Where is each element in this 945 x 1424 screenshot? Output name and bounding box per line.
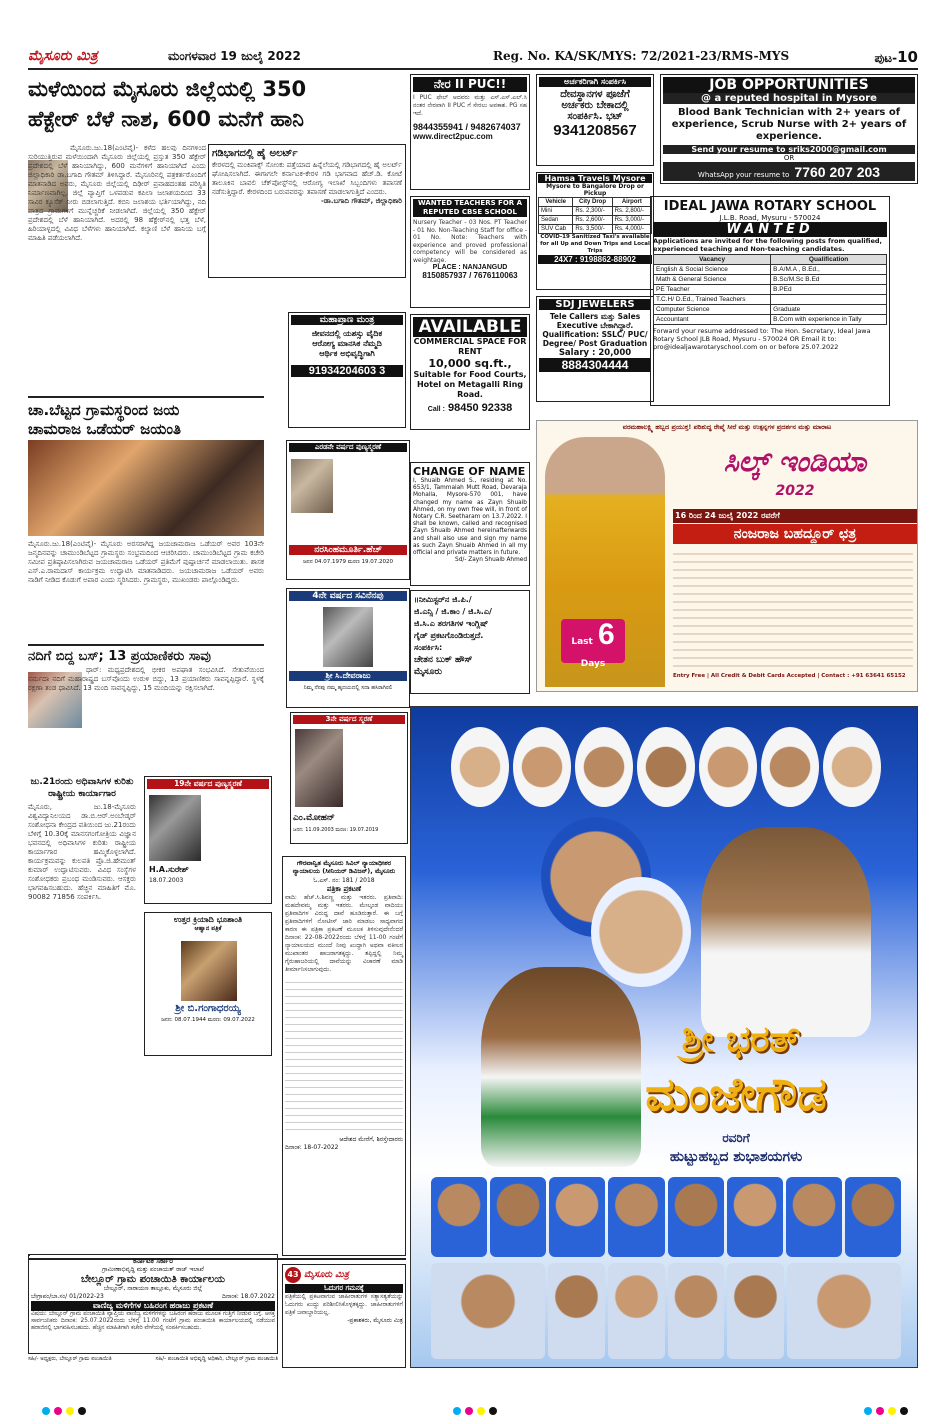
obituary-title: ಎರಡನೇ ವರ್ಷದ ಪುಣ್ಯಸ್ಮರಣೆ [289,443,407,452]
obituary-name: ನರಸಿಂಹಮೂರ್ತಿ.ಹೆಚ್ [289,545,407,555]
silk-details [673,547,913,667]
sdj-title: SDJ JEWELERS [539,299,651,310]
bus-story [28,644,264,764]
bus-body: ಧಾರ್: ಮಧ್ಯಪ್ರದೇಶದಲ್ಲಿ ಭೀಕರ ಅಪಘಾತ ಸಂಭವಿಸಿದೆ. ಸೇತುವೆಯಿಂದ ನರ್ಮದಾ ನದಿಗೆ ಮಹಾರಾಷ್ಟ್ರದ ಬಸ್‌ವೊಂದು ಉರುಳಿ ಬಿದ್ದು, 13 ಪ್ರಯಾಣಿಕರು ಸಾವನ್ನಪ್ಪಿದ್ದಾರೆ. ಸ್ಥಳಕ್ಕೆ ರಕ್ಷಣಾ ತಂಡ ಧಾವಿಸಿದೆ. 13 ಮಂದಿ ಸಾವನ್ನಪ್ಪಿದ್ದು, 15 ಮಂದಿಯನ್ನು ರಕ್ಷಿಸಲಾಗಿದೆ. [28,666,264,692]
page-label: ಪುಟ- [874,51,898,65]
bus-headline: ನದಿಗೆ ಬಿದ್ದ ಬಸ್; 13 ಪ್ರಯಾಣಿಕರು ಸಾವು [28,644,264,665]
school-footer: Forward your resume addressed to: The Hon. Secretary, Ideal Jawa Rotary School JLB Road, Mysuru - 570024 OR Email it to: pro@idealjawarotaryschool.com on or before 25.07.2022 [653,327,871,351]
readers-badge: 43 [285,1267,301,1283]
silk-dates: 16 ರಿಂದ 24 ಜುಲೈ 2022 ರವರೆಗೆ [673,509,917,523]
job-whatsapp-label: WhatsApp your resume to [697,171,790,179]
birthday-name-line-2: ಮಂಜೇಗೌಡ [645,1067,827,1121]
school-intro: Applications are invited for the following posts from qualified, experienced teaching and Non-teaching candidates. [653,237,882,253]
silk-days-number: 6 [597,618,615,651]
school-table [653,254,887,325]
panchayat-sign-left: ಸಹಿ/- ಅಧ್ಯಕ್ಷರು, ಬೇಲ್ಲೂರ್ ಗ್ರಾಮ ಪಂಚಾಯಿತಿ [28,1356,112,1362]
teachers-text: Nursery Teacher - 03 Nos. PT Teacher - 01 No. Non-Teaching Staff for office - 01 No. Note: Teachers with experience and proved professional competency will be considered as weightage. [413,219,527,264]
job-or: OR [783,154,795,162]
sdj-text-1: Tele Callers ಮತ್ತು Sales Executive ಬೇಕಾಗಿದ್ದಾರೆ. [549,312,641,330]
job-whatsapp [663,162,915,181]
obituary-gangadharayya [144,912,272,1056]
birthday-ad [410,706,918,1368]
obituary-title: 19ನೇ ವರ್ಷದ ಪುಣ್ಯಸ್ಮರಣೆ [147,779,269,789]
table-cell: Graduate [771,305,887,315]
guide-line-1: ॥ನೀಮಿಸ್ಟರ್‌ನ ಜಿ.ಪಿ./ [414,595,472,604]
print-registration-marks [40,1400,910,1412]
table-cell: Rs. 4,000/- [612,225,651,234]
table-row [539,216,652,225]
supporters-row-1 [431,1177,901,1257]
jayanti-body: ಮೈಸೂರು.ಜು.18(ಎಂಟಿವೈ)- ಮೈಸೂರು ಅರಸರಾಗಿದ್ದ ಜಯಚಾಮರಾಜ ಒಡೆಯರ್ ಅವರ 103ನೇ ಜನ್ಮದಿನವನ್ನು ಚಾಮುಂಡಿಬೆಟ್ಟದ ಗ್ರಾಮಸ್ಥರು ಸಂಭ್ರಮದಿಂದ ಆಚರಿಸಿದರು. ಚಾಮುಂಡಿಬೆಟ್ಟದ ಗ್ರಾಮ ಕಚೇರಿ ಸಮೀಪ ಪ್ರತಿಷ್ಠಾಪಿಸಲಾಗಿರುವ ಜಯಚಾಮರಾಜ ಒಡೆಯರ್ ಪ್ರತಿಮೆಗೆ ಪುಷ್ಪಾರ್ಚನೆ ಮಾಡಲಾಯಿತು. ಶಾಸಕ ಎಸ್.ಎ.ರಾಮದಾಸ್ ಕಾರ್ಯಕ್ರಮ ಉದ್ಘಾಟಿಸಿ ಮಾತನಾಡಿದರು. ಜಯಚಾಮರಾಜ ಒಡೆಯರ್ ಅವರು ನಾಡಿಗೆ ನೀಡಿದ ಕೊಡುಗೆ ಅಪಾರ ಎಂದು ಸ್ಮರಿಸಿದರು. ಗ್ರಾಮಸ್ಥರು, ಮುಖಂಡರು ಪಾಲ್ಗೊಂಡಿದ್ದರು. [28,540,264,584]
alert-sign: -ಡಾ.ಬಗಾದಿ ಗೌತಮ್, ಜಿಲ್ಲಾಧಿಕಾರಿ [321,197,402,205]
sdj-text-2: Qualification: SSLC/ PUC/ Degree/ Post Graduation [542,330,648,348]
archaka-title: ಅರ್ಚಕರಿಗಾಗಿ ಸಂಪರ್ಕಿಸಿ [539,77,651,87]
change-sign: Sd/- Zayn Shuaib Ahmed [455,557,527,564]
puc-title: ನೇರ II PUC!! [413,77,527,92]
page-value: 10 [897,48,918,66]
guide-book-ad [410,590,530,694]
obituary-photo [181,941,237,1001]
available-text-3: Suitable for Food Courts, Hotel on Metagalli Ring Road. [413,370,527,399]
school-head: Vacancy [654,255,771,265]
court-sign: ಆದೇಶದ ಮೇರೆಗೆ, ಶಿರಸ್ತೇದಾರರು [339,1136,403,1143]
guide-line-4: ಗೈಡ್ ಪ್ರಕಟಗೊಂಡಿರುತ್ತದೆ. [414,631,484,640]
silk-brand: ಸಿಲ್ಕ್ ಇಂಡಿಯಾ [723,445,867,478]
school-wanted: WANTED [653,222,887,237]
table-cell: Sedan [539,216,573,225]
leader-photo [513,727,571,807]
available-area: 10,000 sq.ft., [428,357,512,370]
archaka-ad [536,74,654,166]
teachers-phone: 8150857937 / 7676110063 [422,271,518,280]
obituary-verse [347,729,405,809]
supporter-photo [431,1263,545,1359]
table-row [654,315,887,325]
silk-india-ad [536,420,918,692]
birthday-person-photo [701,827,871,1037]
alert-box [208,144,406,278]
silk-entry: Entry Free | All Credit & Debit Cards Accepted | Contact : +91 63641 65152 [673,673,906,679]
jayanti-photo [28,440,264,536]
guide-line-6: ಚೇತನ ಬುಕ್ ಹೌಸ್ [414,655,473,665]
travels-note: COVID-19 Sanitized Taxi's available for all Up and Down Trips and Local Trips [540,234,650,254]
alert-body: ಕೇರಳದಲ್ಲಿ ಮಂಕಿಪಾಕ್ಸ್ ಸೋಂಕು ಪತ್ತೆಯಾದ ಹಿನ್ನೆಲೆಯಲ್ಲಿ ಗಡಿಭಾಗದಲ್ಲಿ ಹೈ ಅಲರ್ಟ್ ಘೋಷಿಸಲಾಗಿದೆ. ಈಗಾಗಲೇ ಕರ್ನಾಟಕ-ಕೇರಳ ಗಡಿ ಭಾಗವಾದ ಹೆಚ್.ಡಿ. ಕೋಟೆ ತಾಲೂಕಿನ ಬಾವಲಿ ಚೆಕ್‌ಪೋಸ್ಟ್‌ನಲ್ಲಿ ಆರೋಗ್ಯ ಇಲಾಖೆ ಸಿಬ್ಬಂದಿಗಳು ತಪಾಸಣೆ ನಡೆಸುತ್ತಿದ್ದಾರೆ. ಕೇರಳದಿಂದ ಬರುವವರನ್ನು ತಪಾಸಣೆ ಮಾಡಲಾಗುತ್ತಿದೆ ಎಂದರು. [212,161,402,196]
jayanti-headline-1: ಚಾ.ಬೆಟ್ಟದ ಗ್ರಾಮಸ್ಥರಿಂದ ಜಯ [28,396,264,420]
supporters-row-2 [431,1263,901,1359]
readers-logo: ಮೈಸೂರು ಮಿತ್ರ [304,1270,349,1280]
mantra-ad [288,312,406,428]
table-cell: English & Social Science [654,265,771,275]
available-call-label: Call : [427,406,445,413]
obituary-photo [291,459,333,513]
readers-sub: ಓದುಗರ ಗಮನಕ್ಕೆ [285,1284,403,1293]
lead-headline [28,74,406,140]
workshop-body: ಮೈಸೂರು, ಜು.18-ಮೈಸೂರು ವಿಶ್ವವಿದ್ಯಾನಿಲಯದ ಡಾ.ಬಿ.ಆರ್.ಅಂಬೇಡ್ಕರ್ ಸಂಶೋಧನಾ ಕೇಂದ್ರದ ವತಿಯಿಂದ ಜು.21ರಂದು ಬೆಳಿಗ್ಗೆ 10.30ಕ್ಕೆ ಮಾನಸಗಂಗೋತ್ರಿಯ ವಿಜ್ಞಾನ ಭವನದಲ್ಲಿ ಅಧಿವಾಸಿಗಳ ಕುರಿತು ರಾಷ್ಟ್ರೀಯ ಕಾರ್ಯಾಗಾರ ಹಮ್ಮಿಕೊಳ್ಳಲಾಗಿದೆ. ಕಾರ್ಯಕ್ರಮವನ್ನು ಕುಲಪತಿ ಪ್ರೊ.ಜಿ.ಹೇಮಂತ್ ಕುಮಾರ್ ಉದ್ಘಾಟಿಸುವರು. ವಿವಿಧ ಸಂಸ್ಥೆಗಳ ಸಂಶೋಧಕರು ಪ್ರಬಂಧ ಮಂಡಿಸುವರು. ಆಸಕ್ತರು ಭಾಗವಹಿಸಬಹುದು. ಹೆಚ್ಚಿನ ಮಾಹಿತಿಗೆ ಮೊ. 90082 71856 ಸಂಪರ್ಕಿಸಿ. [28,803,136,901]
table-row [654,275,887,285]
registration-number: Reg. No. KA/SK/MYS: 72/2021-23/RMS-MYS [493,49,790,63]
court-body-filler [285,976,403,1136]
table-cell: Mini [539,207,573,216]
obituary-suresh [144,776,272,904]
supporter-photo [431,1177,487,1257]
leader-photos-row [451,727,881,807]
senior-leader-photo [591,877,691,987]
table-cell: Rs. 2,600/- [573,216,612,225]
mantra-line-1: ಜೀವನದಲ್ಲಿ ಯಶಸ್ಸು ವೈದಿಕ [311,329,383,338]
supporter-photo [787,1263,901,1359]
obituary-dates: ಜನನ 04.07.1979 ಮರಣ 19.07.2020 [302,559,394,565]
supporter-photo [845,1177,901,1257]
job-opportunities-ad [660,74,918,184]
travels-head: City Drop [573,198,612,207]
leader-photo [637,727,695,807]
table-row [654,305,887,315]
obituary-photo [149,795,201,861]
table-cell: B.A/M.A , B.Ed., [771,265,887,275]
panchayat-title: ಬೇಲ್ಲೂರ್ ಗ್ರಾಮ ಪಂಚಾಯಿತಿ ಕಾರ್ಯಾಲಯ [81,1274,225,1285]
logo: ಮೈಸೂರು ಮಿತ್ರ [28,48,98,64]
obituary-name: H.A.ಸುರೇಶ್ [149,865,189,874]
panchayat-top: ಕರ್ನಾಟಕ ಸರ್ಕಾರ [133,1257,173,1265]
table-cell: T.C.H/ D.Ed., Trained Teachers [654,295,771,305]
obituary-details [147,1025,269,1053]
obituary-text: ಜನನ: 08.07.1944 ಮರಣ: 09.07.2022 [161,1017,255,1023]
panchayat-no: ಬೇಗ್ರಾಪಂ/ಬಾ.ಸಂ/ 01/2022-23 [31,1293,104,1300]
available-phone-number: 98450 92338 [447,402,513,414]
table-cell [771,295,887,305]
teachers-place: PLACE : NANJANGUD [432,264,508,271]
court-number: ಓ.ಎಸ್. ನಂ: 181 / 2018 [313,877,375,884]
guide-line-3: ಜಿ.ಸಿ.ಎ ತರಗತಿಗಳ ಇಂಗ್ಲಿಷ್ [414,619,489,628]
table-cell: B.PEd [771,285,887,295]
obituary-verse [205,795,269,871]
mantra-line-2: ಆರೋಗ್ಯ ಮಾನಸಿಕ ನೆಮ್ಮದಿ [312,339,382,348]
school-head: Qualification [771,255,887,265]
silk-top-line: ವರಮಹಾಲಕ್ಷ್ಮಿ ಹಬ್ಬದ ಪ್ರಯುಕ್ತ! ಪರಿಶುದ್ಧ ರೇಷ್ಮೆ ಸೀರೆ ಮತ್ತು ಉತ್ಪನ್ನಗಳ ಪ್ರದರ್ಶನ ಮತ್ತು ಮಾರಾಟ [622,423,832,431]
obituary-name: ಶ್ರೀ ಬಿ.ಗಂಗಾಧರಯ್ಯ [175,1003,241,1014]
supporter-photo [490,1177,546,1257]
table-cell: Math & General Science [654,275,771,285]
obituary-sub: ಆಹ್ವಾನ ಪತ್ರಿಕೆ [194,925,222,932]
mantra-title: ಮಹಾಪ್ರಾಣ ಮಂತ್ರ [291,315,403,325]
panchayat-auction [28,1254,278,1354]
workshop-story [28,776,136,1052]
sdj-jewelers-ad [536,296,654,402]
sdj-phone: 8884304444 [539,358,651,372]
school-ad [650,196,890,406]
travels-sub: Mysore to Bangalore Drop or Pickup [546,183,644,197]
table-cell: Rs. 2,300/- [573,207,612,216]
change-text: I, Shuaib Ahmed S., residing at No. 653/1, Tammaiah Mutt Road, Devaraja Mohalla, Mysore-570 001, have changed my name as Zayn Shuaib Ahmed, on my own free will, in front of Notary C.R. Seetharam on 13.7.2022. I shall be known, called and recognised Zayn Shuaib Ahmed hereinafterwards and shall also use and sign my name as such Zayn Shuaib Ahmed in all my official and private matters in future. [413,478,527,557]
obituary-title: 3ನೇ ವರ್ಷದ ಸ್ಮರಣೆ [293,715,405,724]
print-dot-icon [862,1400,910,1412]
job-title: JOB OPPORTUNITIES [663,77,915,93]
panchayat-body: ವಿಷಯ: ಬೇಲ್ಲೂರ್ ಗ್ರಾಮ ಪಂಚಾಯಿತಿ ವ್ಯಾಪ್ತಿಯ ವಾಣಿಜ್ಯ ಮಳಿಗೆಗಳನ್ನು ಬಹಿರಂಗ ಹರಾಜು ಮೂಲಕ ಗುತ್ತಿಗೆ ನೀಡುವ ಬಗ್ಗೆ. ಆಸಕ್ತ ಸಾರ್ವಜನಿಕರು ದಿನಾಂಕ: 25.07.2022ರಂದು ಬೆಳಿಗ್ಗೆ 11.00 ಗಂಟೆಗೆ ಗ್ರಾಮ ಪಂಚಾಯಿತಿ ಕಾರ್ಯಾಲಯದಲ್ಲಿ ನಡೆಯುವ ಹರಾಜಿನಲ್ಲಿ ಭಾಗವಹಿಸಬಹುದು. ಹೆಚ್ಚಿನ ಮಾಹಿತಿಗಾಗಿ ಕಚೇರಿ ವೇಳೆಯಲ್ಲಿ ಸಂಪರ್ಕಿಸಬಹುದು. [31,1311,275,1331]
silk-venue: ನಂಜರಾಜ ಬಹದ್ದೂರ್ ಛತ್ರ [673,524,917,544]
obituary-mohan [290,712,408,844]
puc-phone: 9844355941 / 9482674037 [413,122,521,132]
lead-body: ಮೈಸೂರು.ಜು.18(ಎಂಟಿವೈ)- ಕಳೆದ ಹಲವು ದಿನಗಳಿಂದ ಸುರಿಯುತ್ತಿರುವ ಮಳೆಯಿಂದಾಗಿ ಮೈಸೂರು ಜಿಲ್ಲೆಯಲ್ಲಿ ಪ್ರಸ್ತುತ 350 ಹೆಕ್ಟೇರ್ ಪ್ರದೇಶದಲ್ಲಿ ಬೆಳೆ ಹಾನಿಯಾಗಿದ್ದು, 600 ಮನೆಗಳಿಗೆ ಹಾನಿಯಾಗಿದೆ ಎಂದು ಜಿಲ್ಲಾಧಿಕಾರಿ ಡಾ.ಬಗಾದಿ ಗೌತಮ್ ತಿಳಿಸಿದ್ದಾರೆ. ಮೈಸೂರಿನಲ್ಲಿ ಪತ್ರಕರ್ತರೊಂದಿಗೆ ಮಾತನಾಡಿದ ಅವರು, ಮೈಸೂರು ಜಿಲ್ಲೆಯಲ್ಲಿ ದಿಢೀರ್ ಪ್ರವಾಹದಂತಹ ಪರಿಸ್ಥಿತಿ ನಿರ್ಮಾಣವಾಗಿಲ್ಲ. ಜಿಲ್ಲೆ ವ್ಯಾಪ್ತಿಗೆ ಒಳಪಡುವ ಕಪಿಲಾ ಜಲಾಶಯದಿಂದ 33 ಸಾವಿರ ಕ್ಯೂಸೆಕ್ ನೀರು ಬಿಡಲಾಗುತ್ತಿದೆ. ಕಬಿನಿ ಜಲಾಶಯ ಭರ್ತಿಯಾಗಿದ್ದು, ನದಿ ಪಾತ್ರದ ಗ್ರಾಮಗಳಿಗೆ ಮುನ್ನೆಚ್ಚರಿಕೆ ನೀಡಲಾಗಿದೆ. ಜಿಲ್ಲೆಯಲ್ಲಿ 350 ಹೆಕ್ಟೇರ್ ಪ್ರದೇಶದಲ್ಲಿ ಬೆಳೆ ಹಾನಿಯಾಗಿದೆ. ಅದರಲ್ಲಿ 98 ಹೆಕ್ಟೇರ್‌ನಲ್ಲಿ ಭತ್ತ ಬೆಳೆ, ಹಿರಿಯಾಳ್ಳದಲ್ಲಿ ವಿವಿಧ ಬೆಳೆಗಳು ಹಾನಿಯಾಗಿದೆ. ಕಲ್ಯಾಣಿ ಬೆಳೆ ಹಾನಿಯ ಬಗ್ಗೆ ಮಾಹಿತಿ ಪಡೆಯಲಾಗಿದೆ. [28,144,206,242]
available-text-1: COMMERCIAL SPACE FOR RENT [413,337,527,356]
silk-year: 2022 [775,483,815,499]
leader-photo [575,727,633,807]
birthday-name-line-1: ಶ್ರೀ ಭರತ್ [681,1019,801,1060]
birthday-line-1: ರವರಿಗೆ [722,1131,750,1145]
travels-table [538,197,652,234]
obituary-title: 4ನೇ ವರ್ಷದ ಸವಿನೆನಪು [289,591,407,601]
archaka-line-1: ದೇವಸ್ಥಾನಗಳ ಪೂಜೆಗೆ [560,89,630,100]
leader-photo [699,727,757,807]
panchayat-sub: ಗ್ರಾಮೀಣಾಭಿವೃದ್ಧಿ ಮತ್ತು ಪಂಚಾಯತ್ ರಾಜ್ ಇಲಾಖೆ [102,1266,204,1273]
mantra-line-3: ಆರ್ಥಿಕ ಅಭಿವೃದ್ಧಿಗಾಗಿ [319,349,375,358]
table-cell: Accountant [654,315,771,325]
job-phone: 7760 207 203 [794,164,881,180]
obituary-name: ಎಂ.ಮೋಹನ್ [293,813,335,823]
court-body: ವಾದಿ: ಹೆಚ್.ಸಿ.ಶಿವಣ್ಣ ಮತ್ತು ಇತರರು. ಪ್ರತಿವಾದಿ: ಮಹದೇವಮ್ಮ ಮತ್ತು ಇತರರು. ಮೇಲ್ಕಂಡ ವಾದಿಯು ಪ್ರತಿವಾದಿಗಳ ವಿರುದ್ಧ ದಾವೆ ಹೂಡಿರುತ್ತಾರೆ. ಈ ಬಗ್ಗೆ ಪ್ರತಿವಾದಿಗಳಿಗೆ ನೋಟೀಸ್ ಜಾರಿ ಮಾಡಲು ಸಾಧ್ಯವಾಗದ ಕಾರಣ ಈ ಪತ್ರಿಕಾ ಪ್ರಕಟಣೆ ಮೂಲಕ ತಿಳಿಸುವುದೇನೆಂದರೆ ದಿನಾಂಕ: 22-08-2022ರಂದು ಬೆಳಿಗ್ಗೆ 11-00 ಗಂಟೆಗೆ ನ್ಯಾಯಾಲಯದ ಮುಂದೆ ನೀವು ಖುದ್ದಾಗಿ ಅಥವಾ ವಕೀಲರ ಮುಖಾಂತರ ಹಾಜರಾಗತಕ್ಕದ್ದು. ತಪ್ಪಿದ್ದಲ್ಲಿ ನಿಮ್ಮ ಗೈರುಹಾಜರಿಯಲ್ಲಿ ದಾವೆಯನ್ನು ವಿಚಾರಣೆ ಮಾಡಿ ತೀರ್ಮಾನಿಸಲಾಗುವುದು. [285,894,403,973]
table-cell: Computer Science [654,305,771,315]
table-cell: Rs. 3,500/- [573,225,612,234]
supporter-photo [727,1263,784,1359]
archaka-line-2: ಅರ್ಚಕರು ಬೇಕಾದಲ್ಲಿ [561,100,629,111]
archaka-phone: 9341208567 [553,122,637,139]
job-text: Blood Bank Technician with 2+ years of experience, Scrub Nurse with 2+ years of experience. [671,107,907,142]
panchayat-head: ವಾಣಿಜ್ಯ ಮಳಿಗೆಗಳ ಬಹಿರಂಗ ಹರಾಜು ಪ್ರಕಟಣೆ [31,1301,275,1311]
table-cell: SUV Cab [539,225,573,234]
obituary-name: ಶ್ರೀ ಸಿ.ದೇವರಾಜು [289,671,407,681]
obituary-text: ನಿಮ್ಮ ನೆನಪು ನಮ್ಮ ಹೃದಯದಲ್ಲಿ ಸದಾ ಹಸಿರಾಗಿರಲಿ [303,685,393,691]
table-row [539,225,652,234]
court-sub: ಪತ್ರಿಕಾ ಪ್ರಕಟಣೆ [326,885,362,893]
supporter-photo [608,1263,665,1359]
obituary-devaraju [286,588,410,708]
change-of-name-notice [410,462,530,586]
school-title: IDEAL JAWA ROTARY SCHOOL [663,199,877,214]
change-title: CHANGE OF NAME [413,465,526,478]
silk-last-days-badge [561,618,625,669]
page-number [875,48,918,66]
leader-photo [761,727,819,807]
birthday-line-2: ಹುಟ್ಟುಹಬ್ಬದ ಶುಭಾಶಯಗಳು [669,1149,803,1165]
travels-phone: 24X7 : 9198862-88902 [538,255,652,264]
supporter-photo [548,1263,605,1359]
school-address: J.L.B. Road, Mysuru - 570024 [719,214,821,222]
lead-headline-line-2: ಹೆಕ್ಟೇರ್ ಬೆಳೆ ನಾಶ, 600 ಮನೆಗೆ ಹಾನಿ [28,107,304,131]
supporter-photo [549,1177,605,1257]
table-cell: PE Teacher [654,285,771,295]
panchayat-sign-right: ಸಹಿ/- ಪಂಚಾಯಿತಿ ಅಭಿವೃದ್ಧಿ ಅಧಿಕಾರಿ, ಬೇಲ್ಲೂರ್ ಗ್ರಾಮ ಪಂಚಾಯಿತಿ [155,1356,278,1362]
print-dot-icon [40,1400,88,1412]
leader-photo [823,727,881,807]
mantra-phone: 91934204603 3 [291,365,403,377]
guide-line-7: ಮೈಸೂರು [414,667,442,677]
court-date: ದಿನಾಂಕ: 18-07-2022 [285,1144,339,1151]
puc-text: I PUC ಫೇಲ್ ಆದವರು ಮತ್ತು ಎಸ್.ಎಸ್.ಎಲ್.ಸಿ ನಂತರ ನೇರವಾಗಿ II PUC ಗೆ ಸೇರಲು ಅವಕಾಶ. PG ಸಹ ಇದೆ. [413,94,527,117]
obituary-title: ಉತ್ತರ ಕ್ರಿಯಾದಿ ಭೂಶಾಂತಿ [173,915,243,924]
table-row [539,207,652,216]
obituary-narasimhamurthy [286,440,410,580]
obituary-dates: ಜನನ: 11.09.2003 ಮರಣ: 19.07.2019 [293,827,379,833]
obituary-photo [323,607,373,667]
readers-body: ಪತ್ರಿಕೆಯಲ್ಲಿ ಪ್ರಕಟವಾಗುವ ಜಾಹೀರಾತುಗಳ ಸತ್ಯಾಸತ್ಯತೆಯನ್ನು ಓದುಗರು ಖುದ್ದು ಪರಿಶೀಲಿಸಿಕೊಳ್ಳತಕ್ಕದ್ದು. ಜಾಹೀರಾತುಗಳಿಗೆ ಪತ್ರಿಕೆ ಜವಾಬ್ದಾರಿಯಲ್ಲ. [285,1293,403,1316]
sdj-salary: Salary : 20,000 [558,348,632,358]
print-dot-icon [451,1400,499,1412]
alert-title: ಗಡಿಭಾಗದಲ್ಲಿ ಹೈ ಅಲರ್ಟ್ [212,148,298,159]
issue-date: ಮಂಗಳವಾರ 19 ಜುಲೈ 2022 [168,49,301,63]
travels-title: Hamsa Travels Mysore [538,174,652,183]
teachers-ad [410,196,530,308]
table-cell: Rs. 3,000/- [612,216,651,225]
supporter-photo [727,1177,783,1257]
leader-photo [451,727,509,807]
workshop-headline: ಜು.21ರಂದು ಅಧಿವಾಸಿಗಳ ಕುರಿತು ರಾಷ್ಟ್ರೀಯ ಕಾರ್ಯಾಗಾರ [30,777,134,799]
puc-website[interactable]: www.direct2puc.com [413,132,493,141]
archaka-line-3: ಸಂಪರ್ಕಿಸಿ. ಭಟ್ [567,111,623,122]
available-title: AVAILABLE [413,317,527,337]
panchayat-number [31,1293,275,1301]
readers-header [285,1267,403,1283]
table-row [654,295,887,305]
obituary-verse [337,455,407,545]
teachers-title: WANTED TEACHERS FOR A REPUTED CBSE SCHOOL [413,199,527,217]
silk-last: Last [571,637,593,647]
table-cell: B.Com with experience in Tally [771,315,887,325]
lead-headline-line-1: ಮಳೆಯಿಂದ ಮೈಸೂರು ಜಿಲ್ಲೆಯಲ್ಲಿ 350 [28,77,307,101]
court-notice [282,856,406,1256]
table-cell: B.Sc/M.Sc B.Ed [771,275,887,285]
readers-notice [282,1264,406,1368]
job-sub: @ a reputed hospital in Mysore [663,93,915,104]
travels-head: Vehicle [539,198,573,207]
supporter-photo [786,1177,842,1257]
readers-sign: -ಪ್ರಕಾಶಕರು, ಮೈಸೂರು ಮಿತ್ರ [347,1317,403,1324]
puc-ad [410,74,530,190]
obituary-date: 18.07.2003 [149,877,184,884]
travels-head: Airport [612,198,651,207]
guide-line-2: ಜಿ.ಎನ್ಸಿ / ಜಿ.ಕಾಂ / ಜಿ.ಸಿ.ಎ/ [414,607,492,616]
supporter-photo [668,1263,725,1359]
guide-line-5: ಸಂಪರ್ಕಿಸಿ: [414,643,443,652]
masthead [28,46,918,70]
jayanti-headline-2: ಚಾಮರಾಜ ಒಡೆಯರ್ ಜಯಂತಿ [28,420,181,438]
panchayat-date: ದಿನಾಂಕ: 18.07.2022 [222,1293,275,1300]
panchayat-address: ಬೇಲ್ಲೂರ್, ನಾರಾಯಣ ತಾಲ್ಲೂಕು, ಮೈಸೂರು ಜಿಲ್ಲೆ [103,1285,203,1292]
available-phone [413,402,527,414]
panchayat-signatures [28,1356,278,1368]
table-row [654,265,887,275]
silk-days: Days [580,659,606,669]
job-send: Send your resume to sriks2000@gmail.com [663,145,915,154]
court-head: ಗೌರವಾನ್ವಿತ ಮೈಸೂರು ಸಿವಿಲ್ ನ್ಯಾಯಾಧೀಶರ ನ್ಯಾಯಾಲಯ (ಸೀನಿಯರ್ ಡಿವಿಜನ್), ಮೈಸೂರು [292,859,396,875]
supporter-photo [608,1177,664,1257]
supporter-photo [668,1177,724,1257]
commercial-space-ad [410,314,530,430]
table-row [654,285,887,295]
obituary-photo [295,729,343,807]
travels-ad [536,172,654,290]
table-cell: Rs. 2,800/- [612,207,651,216]
